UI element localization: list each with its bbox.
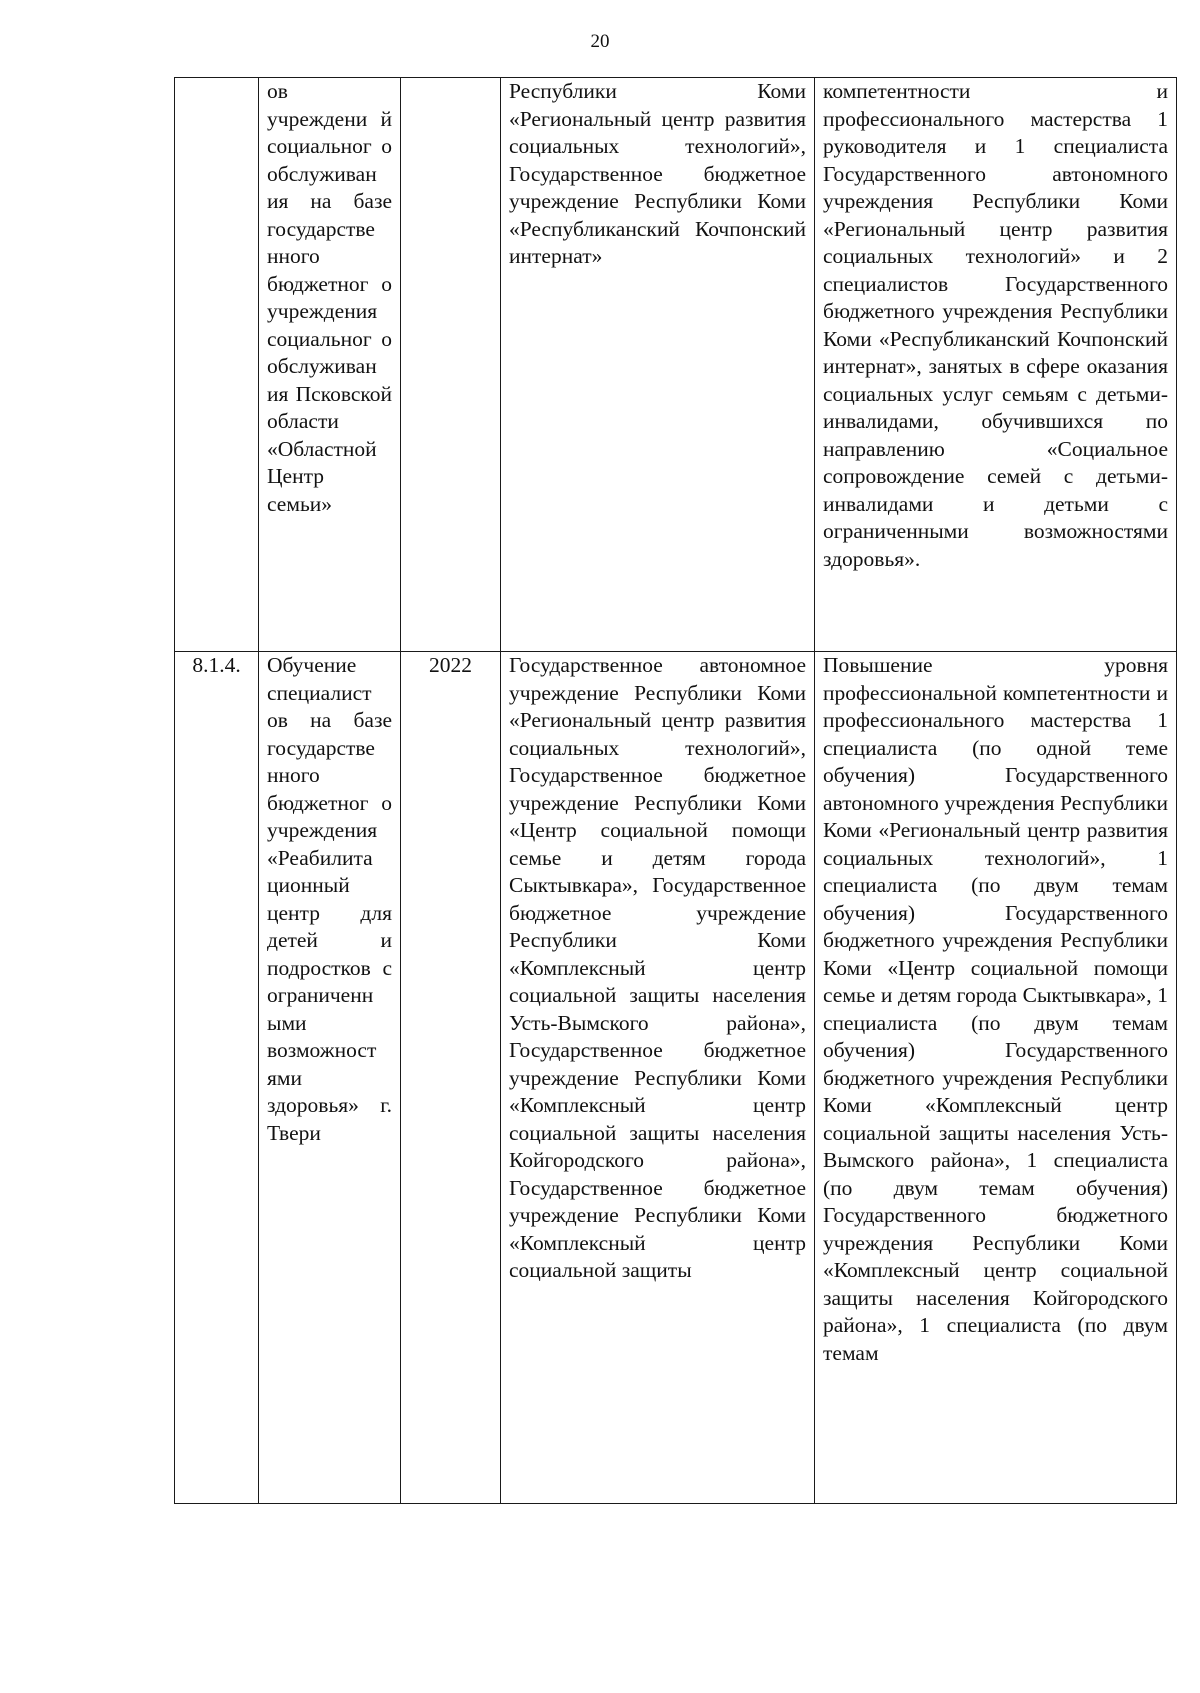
item-number: 8.1.4.: [192, 653, 241, 677]
table-row: [175, 78, 1177, 652]
item-name: ов учреждени й социальног о обслуживан ия на базе государстве нного бюджетног о учреждения социальног о обслуживан ия Псковской области «Областной Центр семьи»: [267, 79, 392, 516]
item-year-cell: [401, 652, 501, 1504]
item-executors: Республики Коми «Региональный центр развития социальных технологий», Государственное бюджетное учреждение Республики Коми «Республиканский Кочпонский интернат»: [509, 79, 806, 268]
item-year-cell: [401, 78, 501, 652]
item-result-cell: [815, 78, 1177, 652]
item-name: Обучение специалист ов на базе государстве нного бюджетног о учреждения «Реабилита ционный центр для детей и подростков с ограниченн ыми возможност ями здоровья» г. Твери: [267, 653, 392, 1145]
item-result-cell: [815, 652, 1177, 1504]
item-year: 2022: [429, 653, 472, 677]
item-executors: Государственное автономное учреждение Республики Коми «Региональный центр развития социальных технологий», Государственное бюджетное учреждение Республики Коми «Центр социальной помощи семье и детям города Сыктывкара», Государственное бюджетное учреждение Республики Коми «Комплексный центр социальной защиты населения Усть-Вымского района», Государственное бюджетное учреждение Республики Коми «Комплексный центр социальной защиты населения Койгородского района», Государственное бюджетное учреждение Республики Коми «Комплексный центр социальной защиты: [509, 653, 806, 1282]
table-row: [175, 652, 1177, 1504]
item-executors-cell: [501, 652, 815, 1504]
item-result: Повышение уровня профессиональной компетентности и профессионального мастерства 1 специалиста (по одной теме обучения) Государственного автономного учреждения Республики Коми «Региональный центр развития социальных технологий», 1 специалиста (по двум темам обучения) Государственного бюджетного учреждения Республики Коми «Центр социальной помощи семье и детям города Сыктывкара», 1 специалиста (по двум темам обучения) Государственного бюджетного учреждения Республики Коми «Комплексный центр социальной защиты населения Усть-Вымского района», 1 специалиста (по двум темам обучения) Государственного бюджетного учреждения Республики Коми «Комплексный центр социальной защиты населения Койгородского района», 1 специалиста (по двум темам: [823, 653, 1168, 1365]
item-result: компетентности и профессионального мастерства 1 руководителя и 1 специалиста Государственного автономного учреждения Республики Коми «Региональный центр развития социальных технологий» и 2 специалистов Государственного бюджетного учреждения Республики Коми «Республиканский Кочпонский интернат», занятых в сфере оказания социальных услуг семьям с детьми-инвалидами, обучившихся по направлению «Социальное сопровождение семей с детьми-инвалидами и детьми с ограниченными возможностями здоровья».: [823, 79, 1168, 571]
plan-table: [174, 77, 1177, 1504]
item-number-cell: [175, 78, 259, 652]
item-executors-cell: [501, 78, 815, 652]
page-number: 20: [590, 31, 610, 52]
item-name-cell: [259, 78, 401, 652]
item-number-cell: [175, 652, 259, 1504]
item-name-cell: [259, 652, 401, 1504]
